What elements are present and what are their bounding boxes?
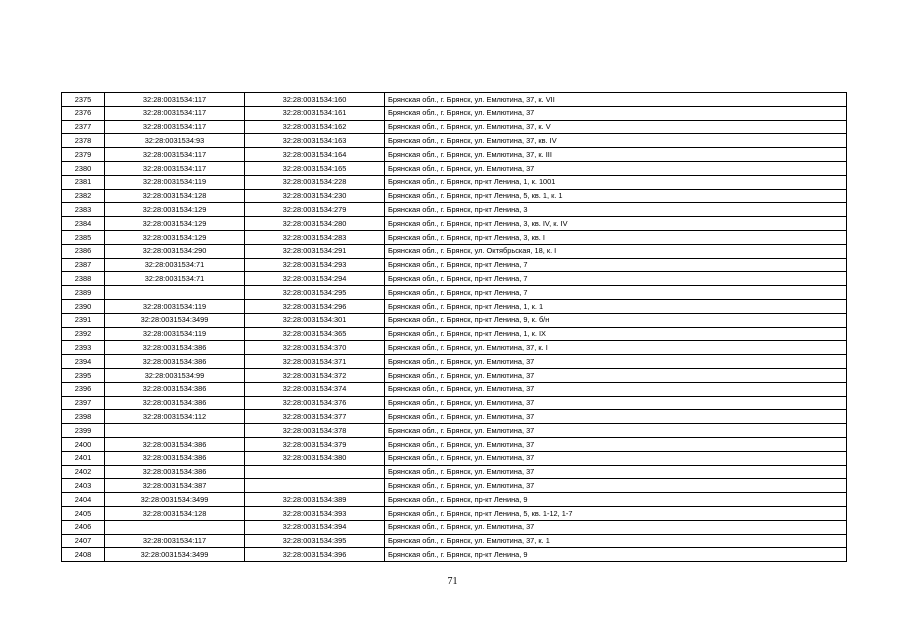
address-cell: Брянская обл., г. Брянск, пр-кт Ленина, 3 xyxy=(385,203,847,217)
table-row xyxy=(62,258,847,272)
address-cell: Брянская обл., г. Брянск, ул. Емлютина, 37, кв. IV xyxy=(385,134,847,148)
parcel-number-cell xyxy=(105,520,245,534)
table-row xyxy=(62,203,847,217)
parcel-number-cell: 32:28:0031534:119 xyxy=(105,327,245,341)
object-number-cell: 32:28:0031534:365 xyxy=(245,327,385,341)
table-row xyxy=(62,106,847,120)
row-number-cell: 2380 xyxy=(62,161,105,175)
object-number-cell: 32:28:0031534:291 xyxy=(245,244,385,258)
row-number-cell: 2378 xyxy=(62,134,105,148)
parcel-number-cell: 32:28:0031534:386 xyxy=(105,465,245,479)
address-cell: Брянская обл., г. Брянск, ул. Емлютина, 37, к. 1 xyxy=(385,534,847,548)
object-number-cell: 32:28:0031534:376 xyxy=(245,396,385,410)
parcel-number-cell: 32:28:0031534:119 xyxy=(105,299,245,313)
table-row xyxy=(62,424,847,438)
object-number-cell: 32:28:0031534:389 xyxy=(245,493,385,507)
row-number-cell: 2397 xyxy=(62,396,105,410)
table-row xyxy=(62,396,847,410)
row-number-cell: 2376 xyxy=(62,106,105,120)
row-number-cell: 2379 xyxy=(62,148,105,162)
parcel-number-cell: 32:28:0031534:129 xyxy=(105,203,245,217)
parcel-number-cell: 32:28:0031534:386 xyxy=(105,437,245,451)
table-row xyxy=(62,299,847,313)
address-cell: Брянская обл., г. Брянск, ул. Емлютина, 37 xyxy=(385,451,847,465)
row-number-cell: 2389 xyxy=(62,286,105,300)
parcel-number-cell: 32:28:0031534:3499 xyxy=(105,493,245,507)
row-number-cell: 2403 xyxy=(62,479,105,493)
object-number-cell: 32:28:0031534:370 xyxy=(245,341,385,355)
table-row xyxy=(62,341,847,355)
address-cell: Брянская обл., г. Брянск, ул. Емлютина, 37 xyxy=(385,106,847,120)
row-number-cell: 2384 xyxy=(62,217,105,231)
parcel-number-cell: 32:28:0031534:117 xyxy=(105,148,245,162)
address-cell: Брянская обл., г. Брянск, пр-кт Ленина, 9 xyxy=(385,493,847,507)
parcel-number-cell: 32:28:0031534:386 xyxy=(105,341,245,355)
table-row xyxy=(62,493,847,507)
address-cell: Брянская обл., г. Брянск, ул. Емлютина, 37 xyxy=(385,355,847,369)
table-row xyxy=(62,410,847,424)
object-number-cell: 32:28:0031534:164 xyxy=(245,148,385,162)
table-row xyxy=(62,506,847,520)
object-number-cell: 32:28:0031534:379 xyxy=(245,437,385,451)
object-number-cell: 32:28:0031534:228 xyxy=(245,175,385,189)
address-cell: Брянская обл., г. Брянск, пр-кт Ленина, 7 xyxy=(385,272,847,286)
parcel-number-cell: 32:28:0031534:71 xyxy=(105,258,245,272)
row-number-cell: 2402 xyxy=(62,465,105,479)
row-number-cell: 2401 xyxy=(62,451,105,465)
object-number-cell: 32:28:0031534:280 xyxy=(245,217,385,231)
address-cell: Брянская обл., г. Брянск, ул. Емлютина, 37 xyxy=(385,382,847,396)
row-number-cell: 2390 xyxy=(62,299,105,313)
address-cell: Брянская обл., г. Брянск, пр-кт Ленина, 7 xyxy=(385,258,847,272)
object-number-cell: 32:28:0031534:372 xyxy=(245,368,385,382)
parcel-number-cell xyxy=(105,424,245,438)
row-number-cell: 2407 xyxy=(62,534,105,548)
parcel-number-cell: 32:28:0031534:387 xyxy=(105,479,245,493)
row-number-cell: 2377 xyxy=(62,120,105,134)
address-cell: Брянская обл., г. Брянск, пр-кт Ленина, 3, кв. IV, к. IV xyxy=(385,217,847,231)
address-cell: Брянская обл., г. Брянск, пр-кт Ленина, 9 xyxy=(385,548,847,562)
address-cell: Брянская обл., г. Брянск, ул. Емлютина, 37 xyxy=(385,520,847,534)
object-number-cell: 32:28:0031534:165 xyxy=(245,161,385,175)
table-row xyxy=(62,368,847,382)
address-cell: Брянская обл., г. Брянск, пр-кт Ленина, 1, к. 1 xyxy=(385,299,847,313)
object-number-cell: 32:28:0031534:283 xyxy=(245,230,385,244)
table-row xyxy=(62,437,847,451)
object-number-cell: 32:28:0031534:380 xyxy=(245,451,385,465)
address-cell: Брянская обл., г. Брянск, ул. Емлютина, 37 xyxy=(385,368,847,382)
object-number-cell: 32:28:0031534:279 xyxy=(245,203,385,217)
table-row xyxy=(62,175,847,189)
table-row xyxy=(62,161,847,175)
row-number-cell: 2400 xyxy=(62,437,105,451)
table-row xyxy=(62,272,847,286)
parcel-number-cell: 32:28:0031534:290 xyxy=(105,244,245,258)
object-number-cell: 32:28:0031534:377 xyxy=(245,410,385,424)
table-row xyxy=(62,286,847,300)
parcel-number-cell: 32:28:0031534:128 xyxy=(105,189,245,203)
row-number-cell: 2408 xyxy=(62,548,105,562)
row-number-cell: 2406 xyxy=(62,520,105,534)
address-cell: Брянская обл., г. Брянск, ул. Емлютина, 37 xyxy=(385,161,847,175)
property-registry-table xyxy=(61,92,847,562)
address-cell: Брянская обл., г. Брянск, пр-кт Ленина, 3, кв. I xyxy=(385,230,847,244)
object-number-cell: 32:28:0031534:160 xyxy=(245,93,385,107)
row-number-cell: 2385 xyxy=(62,230,105,244)
object-number-cell: 32:28:0031534:396 xyxy=(245,548,385,562)
parcel-number-cell: 32:28:0031534:117 xyxy=(105,161,245,175)
parcel-number-cell: 32:28:0031534:128 xyxy=(105,506,245,520)
address-cell: Брянская обл., г. Брянск, пр-кт Ленина, 9, к. б/н xyxy=(385,313,847,327)
object-number-cell xyxy=(245,465,385,479)
parcel-number-cell: 32:28:0031534:129 xyxy=(105,230,245,244)
table-row xyxy=(62,548,847,562)
row-number-cell: 2386 xyxy=(62,244,105,258)
address-cell: Брянская обл., г. Брянск, пр-кт Ленина, 7 xyxy=(385,286,847,300)
page-number: 71 xyxy=(447,576,458,587)
parcel-number-cell: 32:28:0031534:386 xyxy=(105,396,245,410)
parcel-number-cell: 32:28:0031534:117 xyxy=(105,106,245,120)
table-row xyxy=(62,189,847,203)
object-number-cell xyxy=(245,479,385,493)
row-number-cell: 2383 xyxy=(62,203,105,217)
row-number-cell: 2392 xyxy=(62,327,105,341)
table-row xyxy=(62,148,847,162)
object-number-cell: 32:28:0031534:371 xyxy=(245,355,385,369)
parcel-number-cell: 32:28:0031534:3499 xyxy=(105,548,245,562)
address-cell: Брянская обл., г. Брянск, пр-кт Ленина, 1, к. IX xyxy=(385,327,847,341)
parcel-number-cell: 32:28:0031534:3499 xyxy=(105,313,245,327)
parcel-number-cell: 32:28:0031534:386 xyxy=(105,355,245,369)
object-number-cell: 32:28:0031534:294 xyxy=(245,272,385,286)
parcel-number-cell: 32:28:0031534:117 xyxy=(105,120,245,134)
row-number-cell: 2375 xyxy=(62,93,105,107)
row-number-cell: 2399 xyxy=(62,424,105,438)
address-cell: Брянская обл., г. Брянск, ул. Емлютина, 37, к. I xyxy=(385,341,847,355)
row-number-cell: 2393 xyxy=(62,341,105,355)
address-cell: Брянская обл., г. Брянск, пр-кт Ленина, 5, кв. 1, к. 1 xyxy=(385,189,847,203)
object-number-cell: 32:28:0031534:378 xyxy=(245,424,385,438)
object-number-cell: 32:28:0031534:395 xyxy=(245,534,385,548)
parcel-number-cell: 32:28:0031534:117 xyxy=(105,534,245,548)
object-number-cell: 32:28:0031534:295 xyxy=(245,286,385,300)
row-number-cell: 2387 xyxy=(62,258,105,272)
parcel-number-cell xyxy=(105,286,245,300)
table-row xyxy=(62,534,847,548)
row-number-cell: 2391 xyxy=(62,313,105,327)
address-cell: Брянская обл., г. Брянск, ул. Емлютина, 37, к. III xyxy=(385,148,847,162)
row-number-cell: 2381 xyxy=(62,175,105,189)
address-cell: Брянская обл., г. Брянск, пр-кт Ленина, 5, кв. 1-12, 1-7 xyxy=(385,506,847,520)
row-number-cell: 2388 xyxy=(62,272,105,286)
row-number-cell: 2382 xyxy=(62,189,105,203)
address-cell: Брянская обл., г. Брянск, ул. Емлютина, 37 xyxy=(385,437,847,451)
address-cell: Брянская обл., г. Брянск, ул. Емлютина, 37, к. VII xyxy=(385,93,847,107)
object-number-cell: 32:28:0031534:374 xyxy=(245,382,385,396)
row-number-cell: 2398 xyxy=(62,410,105,424)
address-cell: Брянская обл., г. Брянск, ул. Емлютина, 37 xyxy=(385,410,847,424)
row-number-cell: 2395 xyxy=(62,368,105,382)
object-number-cell: 32:28:0031534:296 xyxy=(245,299,385,313)
parcel-number-cell: 32:28:0031534:119 xyxy=(105,175,245,189)
registry-table-body xyxy=(62,93,847,562)
table-row xyxy=(62,327,847,341)
table-row xyxy=(62,520,847,534)
object-number-cell: 32:28:0031534:162 xyxy=(245,120,385,134)
parcel-number-cell: 32:28:0031534:71 xyxy=(105,272,245,286)
parcel-number-cell: 32:28:0031534:93 xyxy=(105,134,245,148)
address-cell: Брянская обл., г. Брянск, ул. Октябрьская, 18, к. I xyxy=(385,244,847,258)
table-row xyxy=(62,217,847,231)
object-number-cell: 32:28:0031534:163 xyxy=(245,134,385,148)
table-row xyxy=(62,120,847,134)
table-row xyxy=(62,355,847,369)
address-cell: Брянская обл., г. Брянск, ул. Емлютина, 37, к. V xyxy=(385,120,847,134)
object-number-cell: 32:28:0031534:394 xyxy=(245,520,385,534)
parcel-number-cell: 32:28:0031534:129 xyxy=(105,217,245,231)
address-cell: Брянская обл., г. Брянск, ул. Емлютина, 37 xyxy=(385,396,847,410)
table-row xyxy=(62,244,847,258)
table-row xyxy=(62,313,847,327)
row-number-cell: 2404 xyxy=(62,493,105,507)
parcel-number-cell: 32:28:0031534:99 xyxy=(105,368,245,382)
object-number-cell: 32:28:0031534:293 xyxy=(245,258,385,272)
table-row xyxy=(62,382,847,396)
parcel-number-cell: 32:28:0031534:112 xyxy=(105,410,245,424)
object-number-cell: 32:28:0031534:230 xyxy=(245,189,385,203)
address-cell: Брянская обл., г. Брянск, ул. Емлютина, 37 xyxy=(385,465,847,479)
object-number-cell: 32:28:0031534:161 xyxy=(245,106,385,120)
parcel-number-cell: 32:28:0031534:117 xyxy=(105,93,245,107)
row-number-cell: 2405 xyxy=(62,506,105,520)
table-row xyxy=(62,134,847,148)
table-row xyxy=(62,230,847,244)
parcel-number-cell: 32:28:0031534:386 xyxy=(105,382,245,396)
object-number-cell: 32:28:0031534:393 xyxy=(245,506,385,520)
row-number-cell: 2394 xyxy=(62,355,105,369)
address-cell: Брянская обл., г. Брянск, пр-кт Ленина, 1, к. 1001 xyxy=(385,175,847,189)
parcel-number-cell: 32:28:0031534:386 xyxy=(105,451,245,465)
table-row xyxy=(62,465,847,479)
table-row xyxy=(62,451,847,465)
table-row xyxy=(62,93,847,107)
row-number-cell: 2396 xyxy=(62,382,105,396)
address-cell: Брянская обл., г. Брянск, ул. Емлютина, 37 xyxy=(385,424,847,438)
object-number-cell: 32:28:0031534:301 xyxy=(245,313,385,327)
address-cell: Брянская обл., г. Брянск, ул. Емлютина, 37 xyxy=(385,479,847,493)
table-row xyxy=(62,479,847,493)
